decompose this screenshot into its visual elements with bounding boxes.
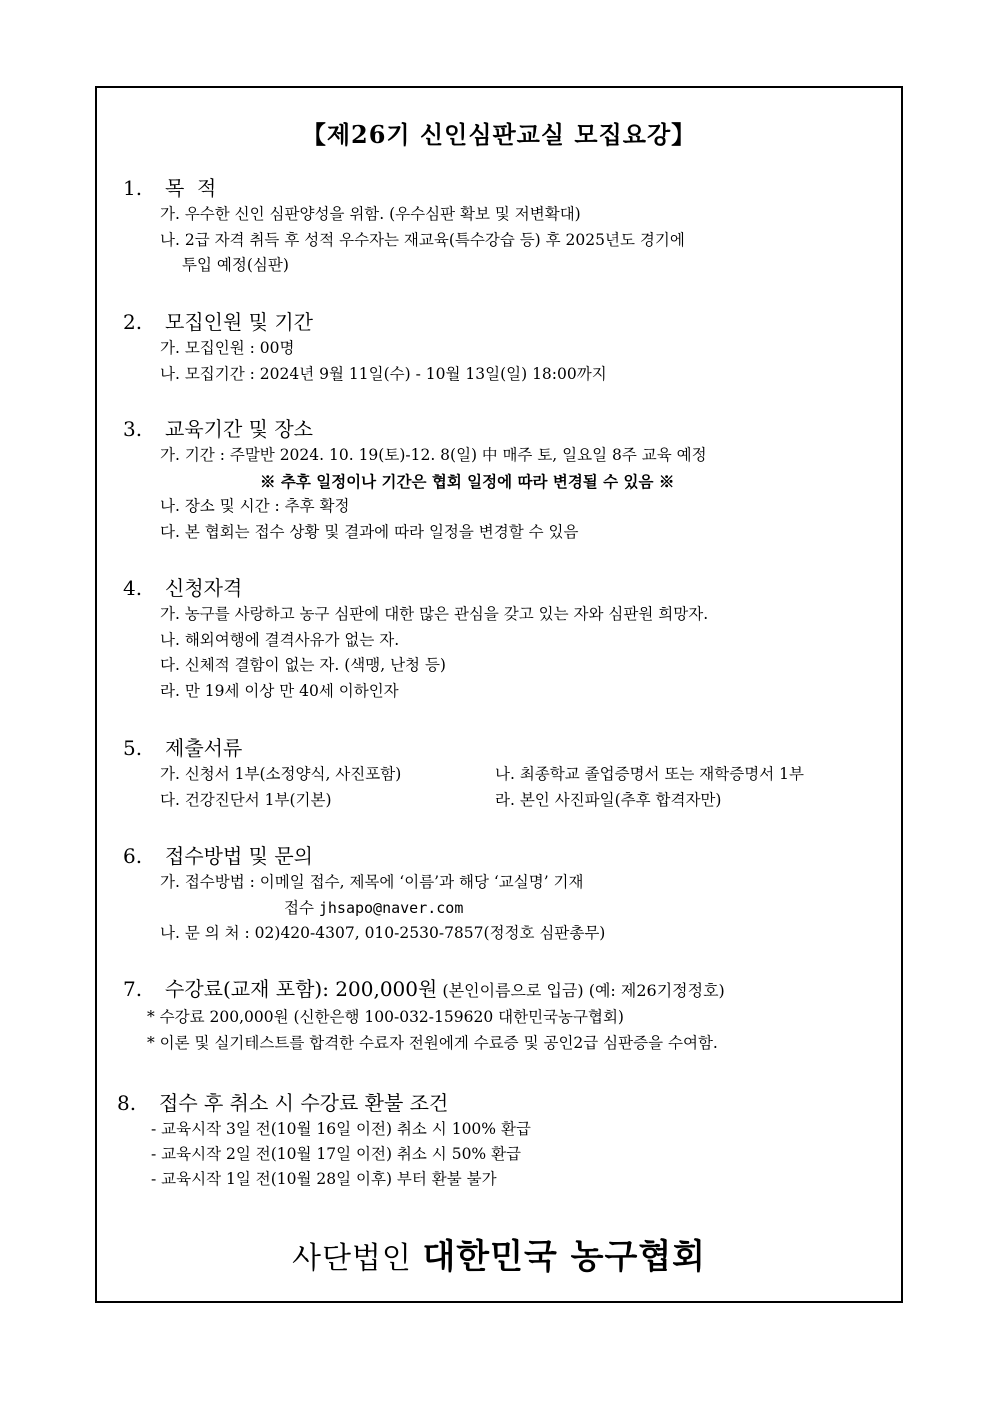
section-heading	[123, 975, 891, 1005]
text-line: 가. 기간 : 주말반 2024. 10. 19(토)-12. 8(일) 中 매주 토, 일요일 8주 교육 예정	[160, 446, 707, 464]
section-heading	[123, 174, 891, 202]
email-label: 접수	[284, 898, 319, 917]
section-documents	[123, 734, 891, 813]
text-line: 다. 본 협회는 접수 상황 및 결과에 따라 일정을 변경할 수 있음	[160, 522, 579, 541]
section-title: 신청자격	[165, 576, 243, 600]
section-heading	[123, 308, 891, 336]
section-subtitle: (본인이름으로 입금) (예: 제26기정정호)	[437, 981, 725, 1000]
text-line: 가. 접수방법 : 이메일 접수, 제목에 ‘이름’과 해당 ‘교실명’ 기재	[160, 873, 584, 891]
text-line: 나. 장소 및 시간 : 추후 확정	[160, 497, 350, 515]
section-number: 6.	[123, 844, 143, 868]
section-eligibility	[123, 574, 891, 704]
text-line: 다. 신체적 결함이 없는 자. (색맹, 난청 등)	[160, 656, 446, 674]
text-line: 라. 만 19세 이상 만 40세 이하인자	[160, 681, 399, 700]
section-title: 접수방법 및 문의	[165, 844, 313, 868]
text-line: 나. 2급 자격 취득 후 성적 우수자는 재교육(특수강습 등) 후 2025년도 경기에	[160, 230, 685, 249]
section-purpose	[123, 174, 891, 279]
document-frame	[95, 86, 903, 1303]
section-number: 8.	[117, 1091, 137, 1115]
document-item: 라. 본인 사진파일(추후 합격자만)	[495, 790, 722, 809]
text-line: - 교육시작 1일 전(10월 28일 이후) 부터 환불 불가	[151, 1170, 497, 1188]
text-line: 나. 모집기간 : 2024년 9월 11일(수) - 10월 13일(일) 18:00까지	[160, 364, 607, 383]
section-title: 제출서류	[165, 736, 243, 760]
text-line: - 교육시작 3일 전(10월 16일 이전) 취소 시 100% 환급	[151, 1120, 531, 1138]
section-heading	[117, 1089, 891, 1117]
text-line: 투입 예정(심판)	[182, 256, 289, 274]
section-number: 3.	[123, 417, 143, 441]
note-line: ※ 추후 일정이나 기간은 협회 일정에 따라 변경될 수 있음 ※	[260, 471, 675, 491]
section-title: 수강료(교재 포함): 200,000원	[165, 977, 438, 1001]
organization-footer	[97, 1229, 901, 1278]
footer-organization: 대한민국 농구협회	[422, 1237, 707, 1277]
section-heading	[123, 415, 891, 443]
email-line	[160, 896, 891, 922]
section-heading	[123, 734, 891, 762]
section-title: 접수 후 취소 시 수강료 환불 조건	[159, 1091, 449, 1115]
email-address: jhsapo@naver.com	[318, 898, 464, 917]
section-heading	[123, 574, 891, 602]
text-line: 나. 해외여행에 결격사유가 없는 자.	[160, 630, 400, 649]
document-item: 가. 신청서 1부(소정양식, 사진포함)	[160, 765, 402, 783]
section-recruitment	[123, 308, 891, 387]
section-heading	[123, 842, 891, 870]
section-title: 교육기간 및 장소	[165, 417, 313, 441]
text-line: * 수강료 200,000원 (신한은행 100-032-159620 대한민국농구협회)	[147, 1008, 624, 1026]
section-number: 4.	[123, 576, 143, 600]
section-number: 7.	[123, 977, 143, 1001]
section-number: 2.	[123, 310, 143, 334]
text-line: * 이론 및 실기테스트를 합격한 수료자 전원에게 수료증 및 공인2급 심판증을 수여함.	[147, 1033, 718, 1052]
section-education-period	[123, 415, 891, 545]
text-line: 가. 우수한 신인 심판양성을 위함. (우수심판 확보 및 저변확대)	[160, 205, 581, 223]
section-tuition	[123, 975, 891, 1056]
section-title: 모집인원 및 기간	[165, 310, 313, 334]
document-item: 나. 최종학교 졸업증명서 또는 재학증명서 1부	[495, 765, 804, 783]
section-refund	[117, 1089, 891, 1192]
footer-prefix: 사단법인	[291, 1241, 423, 1276]
text-line: 나. 문 의 처 : 02)420-4307, 010-2530-7857(정정호 심판총무)	[160, 924, 606, 942]
section-application-method	[123, 842, 891, 947]
text-line: 가. 농구를 사랑하고 농구 심판에 대한 많은 관심을 갖고 있는 자와 심판원 희망자.	[160, 605, 709, 623]
text-line: 가. 모집인원 : 00명	[160, 339, 295, 357]
document-item: 다. 건강진단서 1부(기본)	[160, 790, 332, 809]
section-title: 목 적	[165, 176, 217, 200]
text-line: - 교육시작 2일 전(10월 17일 이전) 취소 시 50% 환급	[151, 1145, 522, 1163]
document-title: 【제26기 신인심판교실 모집요강】	[301, 120, 697, 149]
section-number: 1.	[123, 176, 143, 200]
section-number: 5.	[123, 736, 143, 760]
